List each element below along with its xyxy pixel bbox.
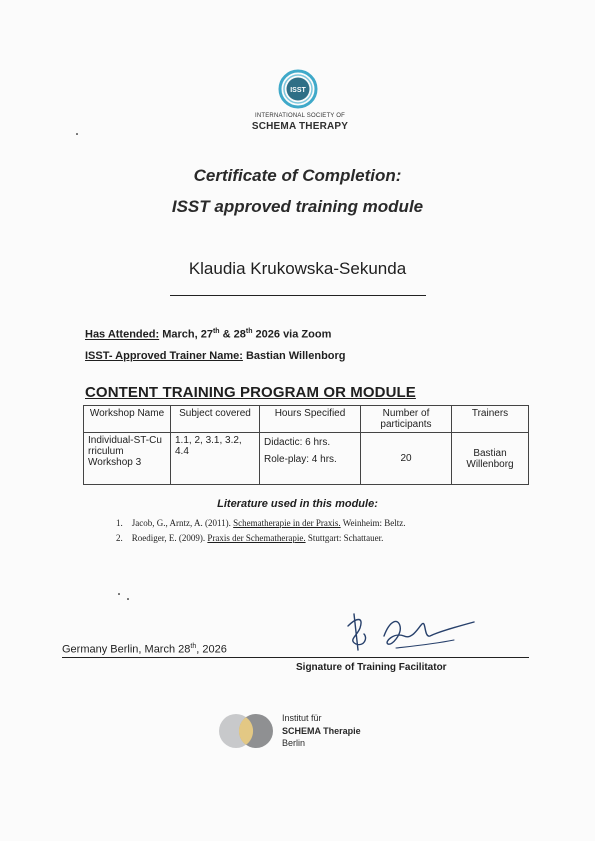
scan-speck <box>76 133 78 135</box>
signature-label: Signature of Training Facilitator <box>296 662 447 673</box>
col-header-subject: Subject covered <box>171 406 260 433</box>
cell-participants: 20 <box>361 433 452 485</box>
literature-book-title: Schematherapie in der Praxis. <box>233 518 341 528</box>
attended-date-start: March, 27 <box>162 328 213 341</box>
col-header-trainers: Trainers <box>452 406 529 433</box>
table-header-row <box>84 406 529 433</box>
hours-didactic: Didactic: 6 hrs. <box>264 437 331 448</box>
institute-name <box>282 712 361 750</box>
literature-number: 2. <box>116 533 123 543</box>
handwritten-signature <box>334 606 484 658</box>
literature-number: 1. <box>116 518 123 528</box>
certificate-title-line2: ISST approved training module <box>171 197 424 216</box>
hours-roleplay: Role-play: 4 hrs. <box>264 454 337 465</box>
cell-hours <box>260 433 361 485</box>
scan-speck <box>127 598 129 600</box>
isst-logo <box>272 68 324 110</box>
org-name-line1: INTERNATIONAL SOCIETY OF <box>254 113 346 119</box>
program-section-title: CONTENT TRAINING PROGRAM OR MODULE <box>85 384 416 401</box>
scan-speck <box>118 593 120 595</box>
institute-line2: SCHEMA Therapie <box>282 725 361 736</box>
trainer-value: Bastian Willenborg <box>245 350 346 362</box>
institute-logo <box>214 711 278 751</box>
isst-logo-text: ISST <box>290 87 306 94</box>
col-header-participants: Number of participants <box>361 406 452 433</box>
program-table <box>83 405 529 485</box>
date-ordinal: th <box>245 328 253 335</box>
literature-publisher: Weinheim: Beltz. <box>340 518 406 528</box>
literature-authors: Roediger, E. (2009). <box>131 533 208 543</box>
literature-book-title: Praxis der Schematherapie. <box>207 533 306 543</box>
signature-line <box>62 657 529 658</box>
attended-date-mid: & 28 <box>219 328 246 341</box>
date-ordinal: th <box>190 643 197 650</box>
trainer-label: ISST- Approved Trainer Name: <box>85 350 243 362</box>
attended-label: Has Attended: <box>85 328 160 341</box>
literature-authors: Jacob, G., Arntz, A. (2011). <box>131 518 234 528</box>
trainer-row <box>85 350 346 362</box>
attended-row <box>85 328 331 341</box>
institute-line3: Berlin <box>282 738 306 748</box>
place-date-text: Germany Berlin, March 28 <box>62 643 191 656</box>
place-date-year: , 2026 <box>196 643 227 656</box>
literature-item <box>116 518 405 528</box>
org-name-line2: SCHEMA THERAPY <box>251 121 349 132</box>
literature-title: Literature used in this module: <box>217 498 378 510</box>
col-header-hours: Hours Specified <box>260 406 361 433</box>
cell-subject: 1.1, 2, 3.1, 3.2, 4.4 <box>171 433 260 485</box>
participant-name: Klaudia Krukowska-Sekunda <box>188 259 407 278</box>
literature-publisher: Stuttgart: Schattauer. <box>305 533 384 543</box>
place-and-date <box>62 643 227 656</box>
institute-line1: Institut für <box>282 713 322 723</box>
table-row <box>84 433 529 485</box>
col-header-workshop: Workshop Name <box>84 406 171 433</box>
cell-workshop: Individual-ST-Cu rriculum Workshop 3 <box>84 433 171 485</box>
name-underline <box>170 295 426 296</box>
cell-trainers: Bastian Willenborg <box>452 433 529 485</box>
attended-date-end: 2026 via Zoom <box>252 328 332 341</box>
literature-item <box>116 533 383 543</box>
date-ordinal: th <box>212 328 220 335</box>
certificate-title-line1: Certificate of Completion: <box>193 166 402 185</box>
